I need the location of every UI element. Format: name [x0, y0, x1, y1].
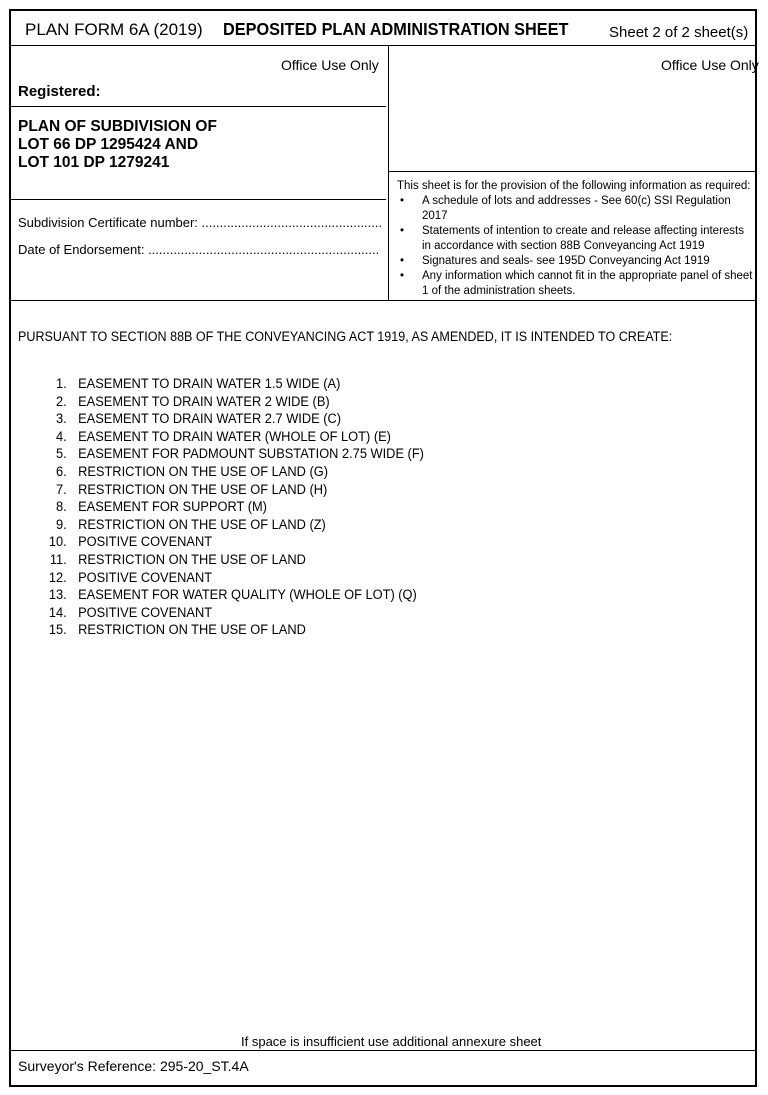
- interest-item: [42, 428, 424, 446]
- interest-item-number: 6.: [55, 463, 67, 479]
- interest-item-text: RESTRICTION ON THE USE OF LAND (Z): [78, 516, 326, 532]
- info-bullet: • Statements of intention to create and release affecting interests in accordance with section 88B Conveyancing Act 1919: [397, 224, 753, 254]
- info-bullet: • A schedule of lots and addresses - See 60(c) SSI Regulation 2017: [397, 194, 753, 224]
- interest-item-number: 10.: [48, 534, 67, 550]
- interest-item-number: 7.: [55, 481, 67, 497]
- office-use-right: Office Use Only: [661, 57, 759, 73]
- interest-item: [42, 569, 424, 587]
- interest-item: [42, 463, 424, 481]
- interest-item: [42, 393, 424, 411]
- pursuant-statement: PURSUANT TO SECTION 88B OF THE CONVEYANCING ACT 1919, AS AMENDED, IT IS INTENDED TO CREATE:: [18, 329, 673, 344]
- interest-item-number: 14.: [48, 604, 67, 620]
- footer-divider: [11, 1050, 755, 1051]
- info-bullet-list: [397, 194, 757, 299]
- interest-item: [42, 586, 424, 604]
- interest-item-number: 3.: [55, 411, 67, 427]
- date-of-endorsement-field: Date of Endorsement: ................................................................: [18, 242, 380, 257]
- interest-item: [42, 445, 424, 463]
- interest-item-number: 4.: [55, 428, 67, 444]
- plan-title-line: LOT 101 DP 1279241: [18, 154, 170, 171]
- interest-item-text: EASEMENT TO DRAIN WATER 2 WIDE (B): [78, 393, 330, 409]
- interest-item: [42, 481, 424, 499]
- interest-item-text: EASEMENT FOR PADMOUNT SUBSTATION 2.75 WIDE (F): [78, 446, 424, 462]
- interest-item: [42, 551, 424, 569]
- interest-item-text: EASEMENT FOR WATER QUALITY (WHOLE OF LOT) (Q): [78, 587, 417, 603]
- interest-item: [42, 516, 424, 534]
- interests-list: [42, 375, 424, 639]
- plan-title: [18, 118, 217, 172]
- office-use-left: Office Use Only: [281, 57, 379, 73]
- center-divider: [388, 45, 389, 300]
- interest-item: [42, 410, 424, 428]
- registered-label: Registered:: [18, 83, 101, 100]
- administration-sheet: [9, 9, 757, 1087]
- interest-item-text: RESTRICTION ON THE USE OF LAND (H): [78, 481, 328, 497]
- info-bullet: • Any information which cannot fit in the appropriate panel of sheet 1 of the administration sheets.: [397, 269, 753, 299]
- interest-item: [42, 533, 424, 551]
- body-divider: [11, 300, 755, 301]
- interest-item: [42, 604, 424, 622]
- interest-item: [42, 621, 424, 639]
- interest-item: [42, 375, 424, 393]
- title-divider: [11, 199, 386, 200]
- interest-item-number: 11.: [49, 551, 67, 567]
- info-bullet: • Signatures and seals- see 195D Conveyancing Act 1919: [397, 254, 753, 269]
- interest-item-number: 5.: [55, 446, 67, 462]
- interest-item-text: RESTRICTION ON THE USE OF LAND: [78, 622, 306, 638]
- interest-item-text: EASEMENT TO DRAIN WATER 1.5 WIDE (A): [78, 376, 341, 391]
- interest-item-text: POSITIVE COVENANT: [78, 534, 213, 550]
- plan-form-label: PLAN FORM 6A (2019): [25, 20, 203, 39]
- plan-title-line: PLAN OF SUBDIVISION OF: [18, 118, 217, 135]
- info-intro: This sheet is for the provision of the following information as required:: [397, 180, 751, 192]
- header-divider: [11, 45, 755, 46]
- surveyor-reference: Surveyor's Reference: 295-20_ST.4A: [18, 1058, 249, 1074]
- plan-title-line: LOT 66 DP 1295424 AND: [18, 136, 199, 153]
- interest-item-number: 13.: [48, 587, 67, 603]
- interest-item-text: RESTRICTION ON THE USE OF LAND (G): [78, 463, 328, 479]
- info-panel: [397, 179, 757, 299]
- interest-item-number: 8.: [55, 499, 67, 515]
- interest-item-number: 2.: [55, 393, 67, 409]
- sheet-title: DEPOSITED PLAN ADMINISTRATION SHEET: [223, 19, 569, 39]
- interest-item-text: POSITIVE COVENANT: [78, 604, 213, 620]
- interest-item-text: EASEMENT TO DRAIN WATER (WHOLE OF LOT) (E): [78, 428, 391, 444]
- interest-item-number: 9.: [55, 516, 67, 532]
- interest-item-number: 15.: [48, 622, 67, 638]
- sheet-count: Sheet 2 of 2 sheet(s): [609, 24, 749, 41]
- interest-item-number: 1.: [55, 376, 67, 391]
- interest-item-text: EASEMENT TO DRAIN WATER 2.7 WIDE (C): [78, 411, 342, 427]
- interest-item-text: RESTRICTION ON THE USE OF LAND: [78, 551, 306, 567]
- interest-item-number: 12.: [48, 569, 67, 585]
- insufficient-space-note: If space is insufficient use additional annexure sheet: [241, 1034, 542, 1049]
- interest-item-text: POSITIVE COVENANT: [78, 569, 213, 585]
- interest-item-text: EASEMENT FOR SUPPORT (M): [78, 499, 267, 515]
- right-panel-divider: [388, 171, 755, 172]
- registered-divider: [11, 106, 386, 107]
- subdivision-certificate-field: Subdivision Certificate number: ..................................................: [18, 215, 383, 230]
- interest-item: [42, 498, 424, 516]
